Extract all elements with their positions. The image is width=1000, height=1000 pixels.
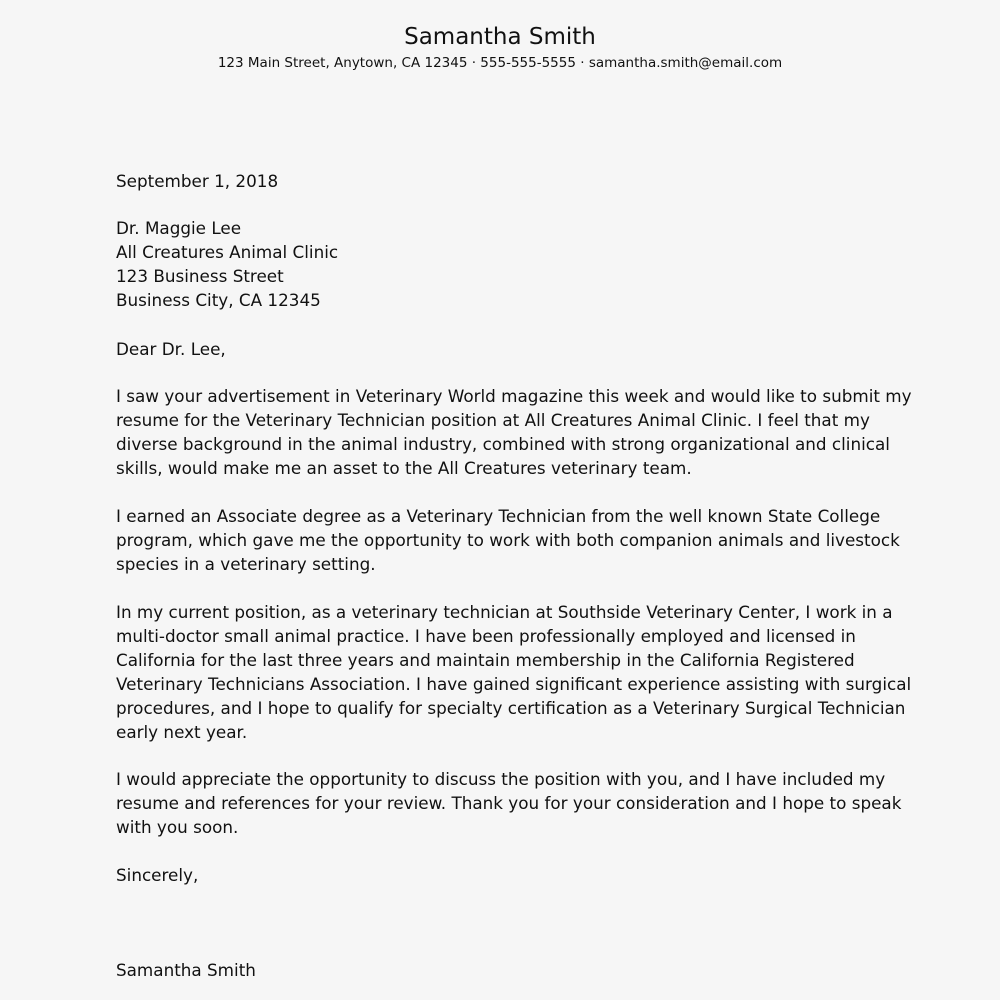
paragraph-line: procedures, and I hope to qualify for specialty certification as a Veterinary Surgical Technician [116, 698, 906, 718]
paragraph-1 [116, 384, 912, 480]
paragraph-line: resume and references for your review. Thank you for your consideration and I hope to speak [116, 793, 902, 813]
sender-contact-line: 123 Main Street, Anytown, CA 12345 · 555-555-5555 · samantha.smith@email.com [217, 55, 783, 71]
paragraph-line: diverse background in the animal industry, combined with strong organizational and clinical [116, 434, 890, 454]
paragraph-line: I earned an Associate degree as a Veterinary Technician from the well known State College [116, 506, 881, 526]
recipient-organization: All Creatures Animal Clinic [116, 242, 339, 262]
paragraph-line: In my current position, as a veterinary technician at Southside Veterinary Center, I work in a [116, 602, 893, 622]
paragraph-line: Veterinary Technicians Association. I have gained significant experience assisting with surgical [116, 674, 912, 694]
paragraph-line: skills, would make me an asset to the All Creatures veterinary team. [116, 458, 692, 478]
signature-name: Samantha Smith [116, 960, 256, 980]
recipient-city-state-zip: Business City, CA 12345 [116, 290, 321, 310]
letter-date: September 1, 2018 [116, 171, 279, 191]
recipient-address-block [116, 216, 338, 312]
recipient-name: Dr. Maggie Lee [116, 218, 242, 238]
closing: Sincerely, [116, 865, 199, 885]
paragraph-4 [116, 767, 901, 839]
paragraph-3 [116, 600, 911, 744]
paragraph-line: I saw your advertisement in Veterinary World magazine this week and would like to submit my [116, 386, 912, 406]
paragraph-line: program, which gave me the opportunity to work with both companion animals and livestock [116, 530, 900, 550]
paragraph-line: with you soon. [116, 817, 239, 837]
recipient-street: 123 Business Street [116, 266, 284, 286]
paragraph-line: species in a veterinary setting. [116, 554, 376, 574]
paragraph-line: early next year. [116, 722, 248, 742]
paragraph-line: resume for the Veterinary Technician position at All Creatures Animal Clinic. I feel that my [116, 410, 870, 430]
sender-name: Samantha Smith [404, 24, 596, 50]
salutation: Dear Dr. Lee, [116, 339, 226, 359]
paragraph-line: California for the last three years and maintain membership in the California Registered [116, 650, 855, 670]
paragraph-line: I would appreciate the opportunity to discuss the position with you, and I have included my [116, 769, 886, 789]
paragraph-2 [116, 504, 900, 576]
paragraph-line: multi-doctor small animal practice. I have been professionally employed and licensed in [116, 626, 856, 646]
